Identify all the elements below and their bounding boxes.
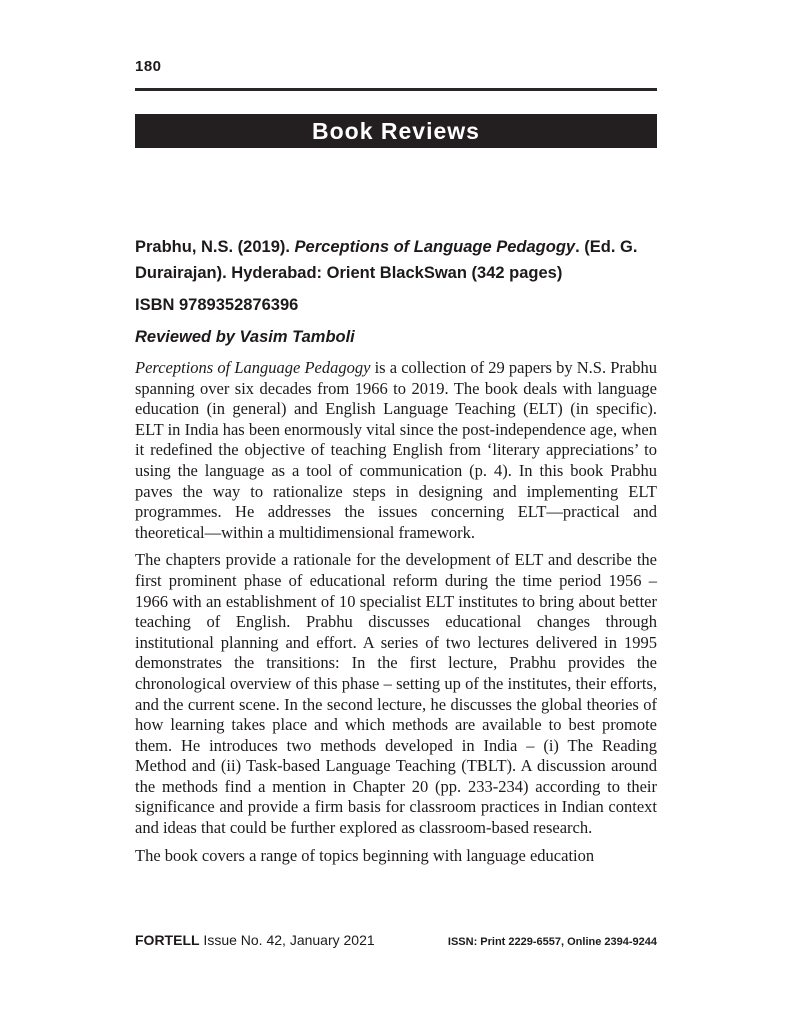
reviewer-byline: Reviewed by Vasim Tamboli [135, 328, 355, 346]
content-column [135, 0, 657, 866]
review-paragraph-1 [135, 358, 657, 543]
review-body [135, 358, 657, 866]
journal-name: FORTELL [135, 932, 200, 948]
isbn: ISBN 9789352876396 [135, 296, 299, 314]
book-reviews-banner [135, 114, 657, 148]
journal-issue-info [135, 932, 375, 948]
review-paragraph-2: The chapters provide a rationale for the development of ELT and describe the first prominent phase of educational reform during the time period 1956 – 1966 with an establishment of 10 specialist ELT institutes to bring about better teaching of English. Prabhu discusses educational changes through institutional planning and effort. A series of two lectures delivered in 1995 demonstrates the transitions: In the first lecture, Prabhu provides the chronological overview of this phase – setting up of the institutes, their efforts, and the current scene. In the second lecture, he discusses the global theories of how learning takes place and which methods are available to best promote them. He introduces two methods developed in India – (i) The Reading Method and (ii) Task-based Language Teaching (TBLT). A discussion around the methods find a mention in Chapter 20 (pp. 233-234) according to their significance and provide a firm basis for classroom practices in Indian context and ideas that could be further explored as classroom-based research. [135, 550, 657, 838]
citation-suffix: . (Ed. G. Durairajan). Hyderabad: Orient BlackSwan (342 pages) [135, 238, 638, 282]
page-number: 180 [135, 58, 162, 75]
book-citation [135, 234, 657, 286]
issn-info: ISSN: Print 2229-6557, Online 2394-9244 [447, 936, 657, 948]
citation-book-title: Perceptions of Language Pedagogy [294, 238, 576, 256]
review-paragraph-3: The book covers a range of topics beginning with language education [135, 845, 595, 865]
issue-info: Issue No. 42, January 2021 [199, 932, 375, 948]
header-rule [135, 88, 657, 91]
paragraph-1-text: is a collection of 29 papers by N.S. Prabhu spanning over six decades from 1966 to 2019. The book deals with language education (in general) and English Language Teaching (ELT) (in specific). ELT in India has been enormously vital since the post-independence age, when it redefined the objective of teaching English from ‘literary appreciations’ to using the language as a tool of communication (p. 4). In this book Prabhu paves the way to rationalize steps in designing and implementing ELT programmes. He addresses the issues concerning ELT—practical and theoretical—within a multidimensional framework. [135, 358, 657, 542]
page-footer [135, 932, 657, 948]
paragraph-1-book-title: Perceptions of Language Pedagogy [135, 358, 371, 377]
citation-prefix: Prabhu, N.S. (2019). [135, 238, 295, 256]
banner-title: Book Reviews [312, 117, 480, 144]
